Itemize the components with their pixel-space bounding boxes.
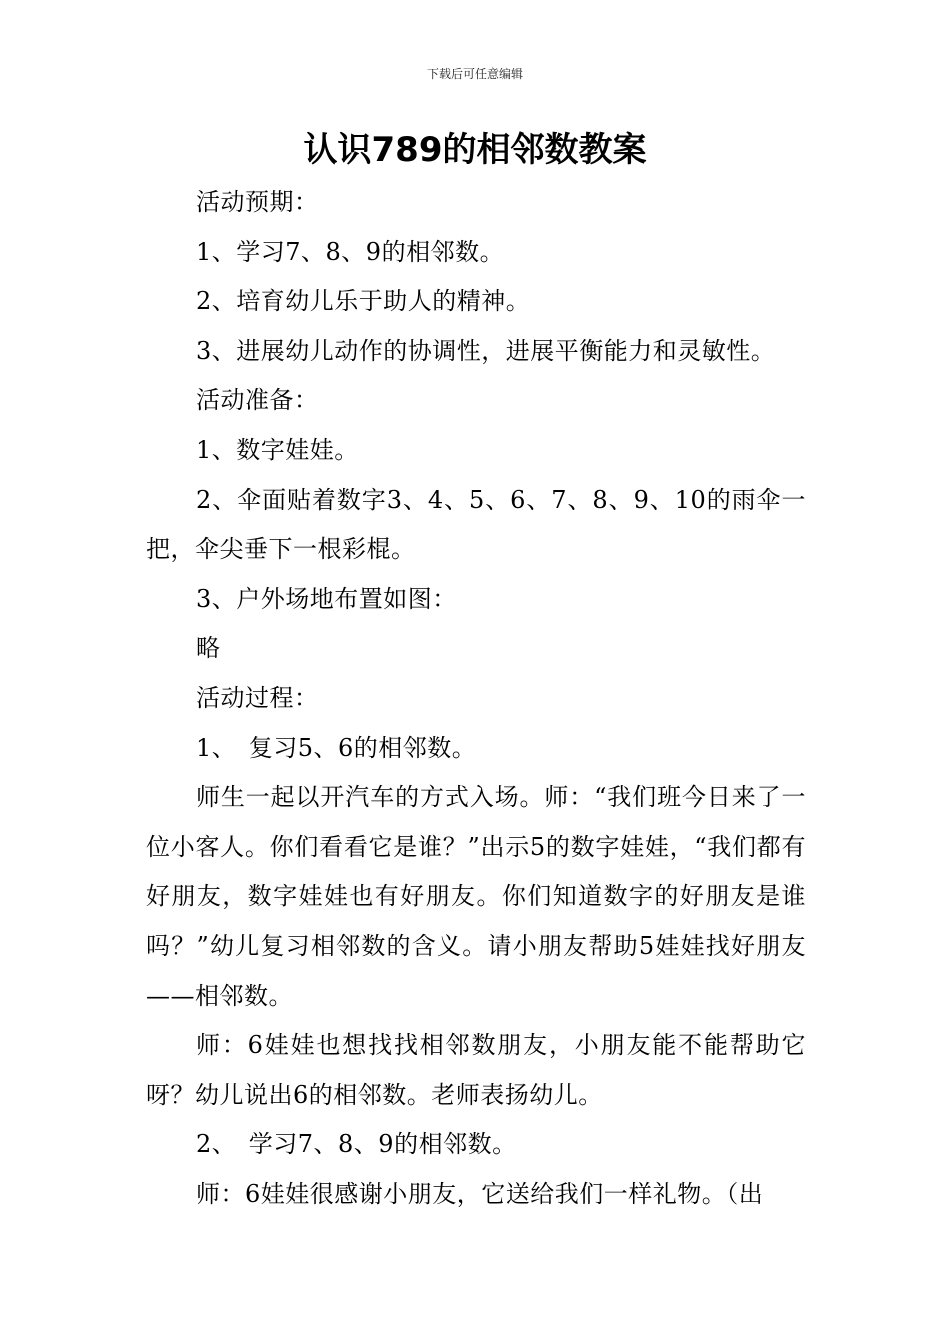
paragraph: 3、户外场地布置如图： [196,584,457,613]
document-body [146,178,806,1219]
section-heading-preparation: 活动准备： [196,386,319,415]
paragraph: 2、 学习7、8、9的相邻数。 [196,1130,517,1159]
section-heading-expectations: 活动预期： [196,188,319,216]
paragraph: 2、培育幼儿乐于助人的精神。 [196,287,531,316]
paragraph: 1、学习7、8、9的相邻数。 [196,237,505,266]
paragraph: 师：6娃娃也想找找相邻数朋友，小朋友能不能帮助它呀？幼儿说出6的相邻数。老师表扬幼儿。 [146,1031,806,1109]
header-note: 下载后可任意编辑 [426,67,523,81]
paragraph: 1、 复习5、6的相邻数。 [196,733,477,762]
paragraph: 3、进展幼儿动作的协调性，进展平衡能力和灵敏性。 [196,336,776,365]
paragraph: 师生一起以开汽车的方式入场。师：“我们班今日来了一位小客人。你们看看它是谁？”出示5的数字娃娃，“我们都有好朋友，数字娃娃也有好朋友。你们知道数字的好朋友是谁吗？”幼儿复习相邻数的含义。请小朋友帮助5娃娃找好朋友——相邻数。 [146,783,806,1010]
paragraph: 2、伞面贴着数字3、4、5、6、7、8、9、10的雨伞一把，伞尖垂下一根彩棍。 [146,485,806,564]
page-title: 认识789的相邻数教案 [303,130,647,170]
paragraph: 师：6娃娃很感谢小朋友，它送给我们一样礼物。（出 [196,1179,764,1208]
section-heading-process: 活动过程： [196,683,319,712]
paragraph: 1、数字娃娃。 [196,435,359,464]
paragraph: 略 [196,634,221,663]
